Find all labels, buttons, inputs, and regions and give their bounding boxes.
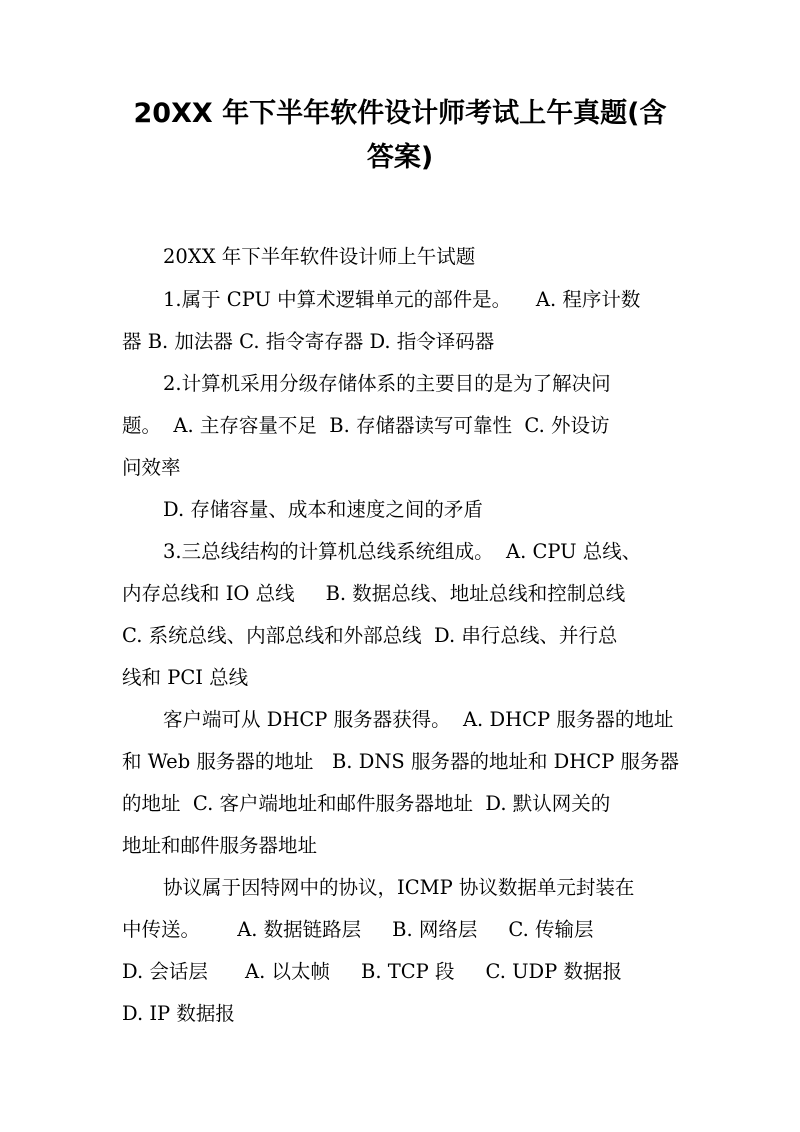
title-line: 答案): [366, 142, 434, 173]
question-1-line: 1.属于 CPU 中算术逻辑单元的部件是。 A. 程序计数: [163, 288, 641, 311]
question-3-line: C. 系统总线、内部总线和外部总线 D. 串行总线、并行总: [122, 624, 618, 647]
exam-subtitle: 20XX 年下半年软件设计师上午试题: [163, 245, 476, 268]
title-line: 20XX 年下半年软件设计师考试上午真题(含: [133, 98, 667, 129]
question-4-line: 客户端可从 DHCP 服务器获得。 A. DHCP 服务器的地址: [163, 708, 674, 731]
question-5-line: 中传送。 A. 数据链路层 B. 网络层 C. 传输层: [122, 918, 594, 941]
question-4-line: 的地址 C. 客户端地址和邮件服务器地址 D. 默认网关的: [122, 792, 611, 815]
question-3-line: 3.三总线结构的计算机总线系统组成。 A. CPU 总线、: [163, 540, 642, 563]
question-5-line: D. IP 数据报: [122, 1002, 235, 1025]
question-2-line: 问效率: [122, 456, 181, 479]
question-3-line: 内存总线和 IO 总线 B. 数据总线、地址总线和控制总线: [122, 582, 626, 605]
question-2-line: 2.计算机采用分级存储体系的主要目的是为了解决问: [163, 372, 611, 395]
question-4-line: 地址和邮件服务器地址: [122, 834, 318, 857]
document-title: [100, 92, 700, 180]
question-2-line: D. 存储容量、成本和速度之间的矛盾: [163, 498, 483, 521]
question-3-line: 线和 PCI 总线: [122, 666, 249, 689]
question-4-line: 和 Web 服务器的地址 B. DNS 服务器的地址和 DHCP 服务器: [122, 750, 680, 773]
question-5-line: 协议属于因特网中的协议，ICMP 协议数据单元封装在: [163, 876, 635, 899]
question-1-line: 器 B. 加法器 C. 指令寄存器 D. 指令译码器: [122, 330, 495, 353]
question-5-line: D. 会话层 A. 以太帧 B. TCP 段 C. UDP 数据报: [122, 960, 622, 983]
question-2-line: 题。 A. 主存容量不足 B. 存储器读写可靠性 C. 外设访: [122, 414, 610, 437]
